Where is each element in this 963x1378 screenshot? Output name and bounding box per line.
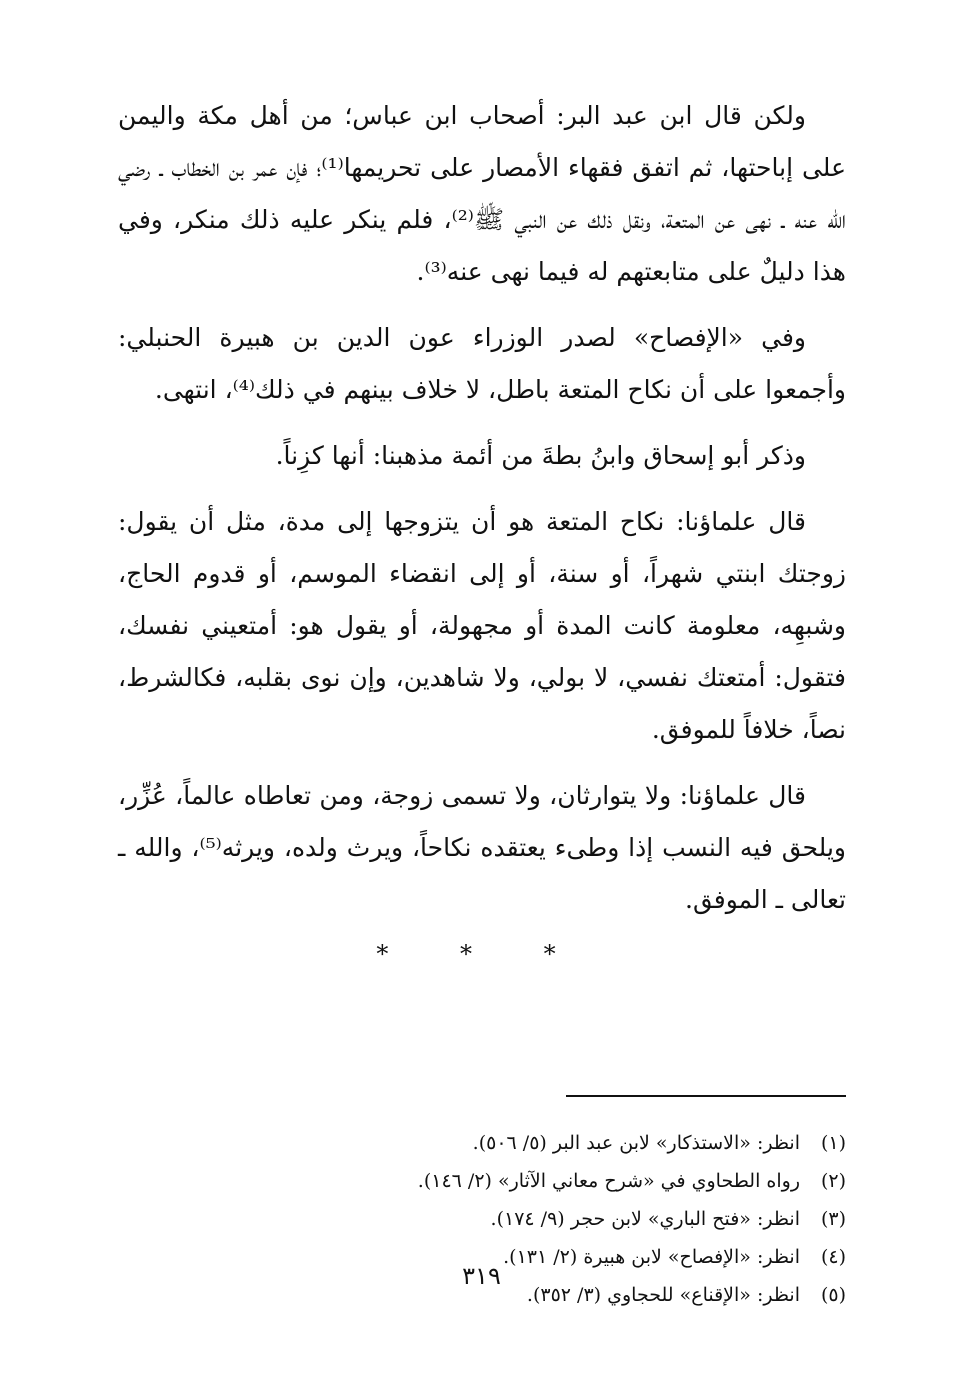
footnote-number: (١) [820,1132,846,1154]
page-number: ٣١٩ [462,1262,501,1290]
main-text [118,90,846,926]
footnote-3 [118,1200,846,1238]
footnote-text: انظر: «فتح الباري» لابن حجر (٩/ ١٧٤). [490,1208,800,1230]
section-separator: * * * [376,940,588,968]
footnote-divider [566,1095,846,1097]
paragraph-5: قال علماؤنا: ولا يتوارثان، ولا تسمى زوجة، ومن تعاطاه عالماً، عُزِّر، ويلحق فيه النسب إذا وطىء يعتقده نكاحاً، ويرث ولده، ويرثه⁽⁵⁾، والله ـ تعالى ـ الموفق. [118,781,846,914]
footnote-1 [118,1124,846,1162]
footnote-number: (٢) [820,1170,846,1192]
paragraph-3: وذكر أبو إسحاق وابنُ بطةَ من أئمة مذهبنا: أنها كزِناً. [275,441,806,470]
footnote-2 [118,1162,846,1200]
footnote-text: انظر: «الإقناع» للحجاوي (٣/ ٣٥٢). [526,1284,800,1306]
footnote-number: (٣) [820,1208,846,1230]
paragraph-2: وفي «الإفصاح» لصدر الوزراء عون الدين بن هبيرة الحنبلي: وأجمعوا على أن نكاح المتعة باطل، لا خلاف بينهم في ذلك⁽⁴⁾، انتهى. [118,323,846,404]
footnote-number: (٥) [820,1284,846,1306]
footnote-number: (٤) [820,1246,846,1268]
footnote-text: انظر: «الإفصاح» لابن هبيرة (٢/ ١٣١). [503,1246,800,1268]
footnote-text: انظر: «الاستذكار» لابن عبد البر (٥/ ٥٠٦). [472,1132,800,1154]
paragraph-4: قال علماؤنا: نكاح المتعة هو أن يتزوجها إلى مدة، مثل أن يقول: زوجتك ابنتي شهراً، أو سنة، أو إلى انقضاء الموسم، أو قدوم الحاج، وشبهِه، معلومة كانت المدة أو مجهولة، أو يقول هو: أمتعيني نفسك، فتقول: أمتعتك نفسي، لا بولي، ولا شاهدين، وإن نوى بقلبه، فكالشرط، نصاً، خلافاً للموفق. [118,507,846,744]
paragraph-1: ولكن قال ابن عبد البر: أصحاب ابن عباس؛ من أهل مكة واليمن على إباحتها، ثم اتفق فقهاء الأمصار على تحريمها⁽¹⁾؛ فإن عمر بن الخطاب ـ رضي الله عنه ـ نهى عن المتعة، ونقل ذلك عن النبي ﷺ⁽²⁾، فلم ينكر عليه ذلك منكر، وفي هذا دليلٌ على متابعتهم له فيما نهى عنه⁽³⁾. [118,101,846,286]
footnote-text: رواه الطحاوي في «شرح معاني الآثار» (٢/ ١٤٦). [417,1170,800,1192]
